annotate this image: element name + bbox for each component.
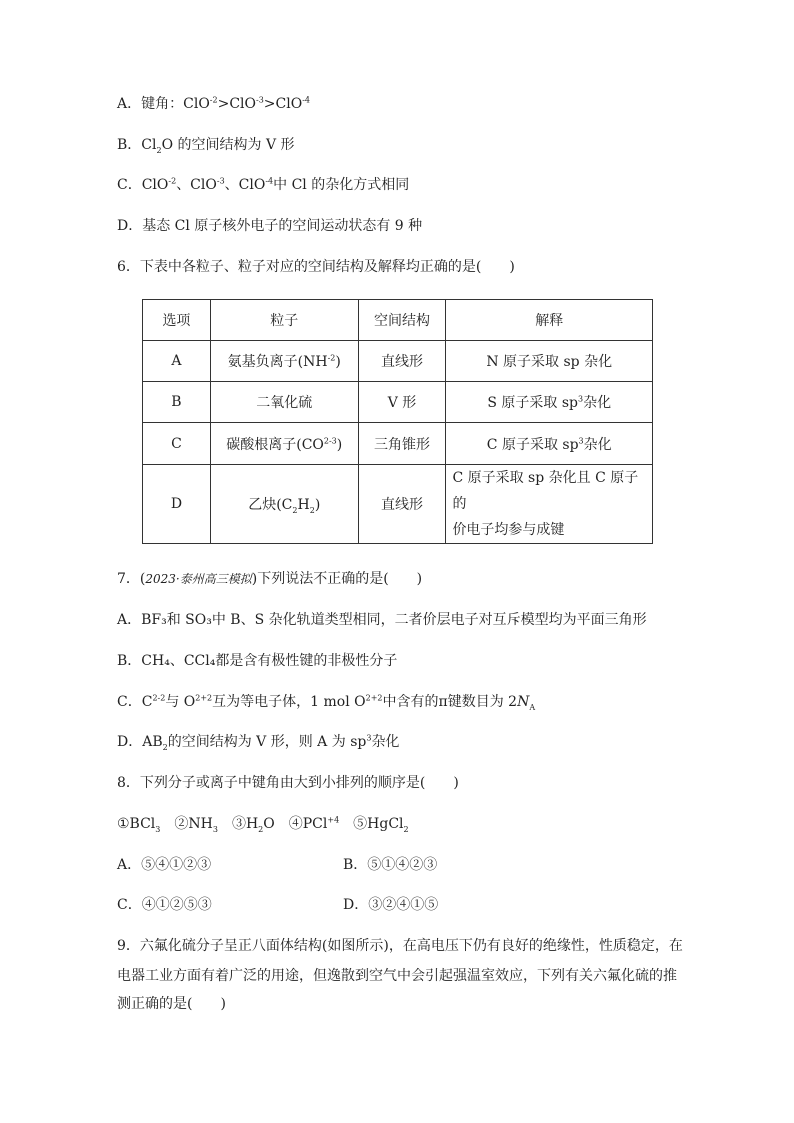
q5-a-charge3: -4 — [302, 95, 310, 105]
q6-row-c-exp-pre: C 原子采取 sp — [486, 436, 579, 453]
q8-list-mid2: ③H — [217, 816, 259, 832]
q6-row-a-particle — [210, 341, 358, 382]
q7-c-mid2: 互为等电子体，1 mol O — [212, 694, 366, 710]
q7-d-post: 杂化 — [371, 734, 400, 750]
q7-c-charge1: 2-2 — [152, 693, 166, 703]
q6-header-option: 选项 — [143, 300, 211, 341]
q7-stem-pre: 7．( — [117, 571, 146, 587]
q6-row-c-structure: 三角锥形 — [358, 423, 446, 465]
q6-row-d-particle — [210, 465, 358, 544]
q6-row-a-explanation: N 原子采取 sp 杂化 — [446, 341, 653, 382]
q8-stem: 8．下列分子或离子中键角由大到小排列的顺序是( ) — [117, 775, 459, 791]
q7-c-pre: C．C — [117, 694, 153, 710]
q6-row-d-structure: 直线形 — [358, 465, 446, 544]
q6-row-b-exp-sup: 3 — [577, 394, 584, 404]
q7-c-avogadro-sub: A — [529, 702, 536, 712]
q6-row-b-exp-post: 杂化 — [583, 395, 612, 411]
q6-row-c-particle-charge: 2-3 — [323, 435, 337, 445]
q7-stem — [117, 569, 422, 589]
q7-c-charge3: 2+2 — [365, 693, 383, 703]
q5-option-b — [117, 135, 295, 155]
q6-row-c-exp-sup: 3 — [578, 435, 584, 445]
q5-option-c — [117, 175, 409, 195]
q6-row-d-particle-sub2: 2 — [309, 505, 315, 515]
q5-b-pre: B．Cl — [117, 137, 157, 153]
q8-option-b: B．⑤①④②③ — [343, 857, 438, 873]
q6-row-d-particle-sub1: 2 — [292, 505, 298, 515]
q6-table — [142, 299, 653, 544]
q6-row-a-particle-post: ) — [335, 354, 341, 370]
q6-header-explanation: 解释 — [446, 300, 653, 341]
q7-d-sup: 3 — [366, 733, 372, 743]
q6-row-c-explanation — [446, 423, 653, 465]
q6-table-row-c — [143, 423, 653, 465]
q5-a-label: A．键角： — [117, 96, 184, 112]
q9-stem-line3: 测正确的是( ) — [117, 996, 226, 1012]
q8-list-mid3: O ④PCl — [263, 816, 328, 832]
q8-option-c: C．④①②⑤③ — [117, 897, 212, 913]
q6-row-a-particle-pre: 氨基负离子(NH — [227, 354, 328, 370]
q7-d-pre: D．AB — [117, 734, 163, 750]
q6-row-d-explanation — [446, 465, 653, 544]
q5-c-charge1: -2 — [168, 176, 177, 186]
q6-row-c-particle — [210, 423, 358, 465]
q6-header-structure: 空间结构 — [358, 300, 446, 341]
q7-option-c — [117, 692, 535, 712]
q6-table-header-row — [143, 300, 653, 341]
q6-row-a-option: A — [143, 341, 211, 382]
q6-table-row-a — [143, 341, 653, 382]
q5-b-post: O 的空间结构为 V 形 — [161, 137, 295, 153]
q5-c-mid2: 、ClO — [224, 177, 266, 193]
q8-list-sub1: 3 — [155, 824, 161, 834]
q5-c-charge2: -3 — [216, 176, 225, 186]
q6-row-d-particle-post: ) — [314, 497, 321, 513]
q6-row-c-particle-pre: 碳酸根离子(CO — [226, 436, 324, 453]
q9-stem-line2: 电器工业方面有着广泛的用途，但逸散到空气中会引起强温室效应，下列有关六氟化硫的推 — [117, 968, 677, 984]
q6-row-a-structure: 直线形 — [358, 341, 446, 382]
q6-row-b-option: B — [143, 382, 211, 423]
q7-c-avogadro: N — [517, 694, 530, 710]
q7-c-mid3: 中含有的π键数目为 2 — [382, 694, 518, 710]
q7-c-mid1: 与 O — [165, 694, 196, 710]
q7-stem-post: )下列说法不正确的是( ) — [251, 571, 423, 587]
q8-list-sup4: +4 — [327, 815, 340, 825]
q5-option-a — [117, 94, 310, 114]
q8-option-d: D．③②④①⑤ — [343, 897, 439, 913]
q6-row-d-option: D — [143, 465, 211, 544]
q5-option-d: D．基态 Cl 原子核外电子的空间运动状态有 9 种 — [117, 218, 423, 234]
q5-a-charge1: -2 — [209, 95, 218, 105]
q5-c-mid1: 、ClO — [176, 177, 217, 193]
q6-row-a-particle-charge: -2 — [327, 353, 336, 363]
q8-list-mid1: ②NH — [160, 816, 213, 832]
q5-a-species1: ClO — [183, 96, 210, 112]
q7-option-b: B．CH₄、CCl₄都是含有极性键的非极性分子 — [117, 653, 398, 669]
q6-row-c-exp-post: 杂化 — [583, 436, 612, 453]
q8-list-pre: ①BCl — [117, 816, 156, 832]
q6-row-d-particle-mid: H — [297, 497, 310, 513]
q8-option-a: A．⑤④①②③ — [117, 857, 212, 873]
q6-row-b-particle: 二氧化硫 — [210, 382, 358, 423]
q5-a-species2: >ClO — [217, 96, 256, 112]
q8-species-list — [117, 814, 409, 834]
q5-a-charge2: -3 — [256, 95, 264, 105]
q6-row-d-particle-pre: 乙炔(C — [248, 497, 293, 513]
q7-d-mid: 的空间结构为 V 形，则 A 为 sp — [167, 734, 367, 750]
q8-list-sub5: 2 — [403, 824, 409, 834]
q7-option-d — [117, 732, 399, 752]
q6-row-c-particle-post: ) — [336, 436, 343, 453]
q8-list-sub2: 3 — [212, 824, 218, 834]
q6-row-d-exp-line2: 价电子均参与成键 — [452, 522, 565, 538]
q6-header-particle: 粒子 — [210, 300, 358, 341]
q6-row-b-exp-pre: S 原子采取 sp — [487, 395, 578, 411]
q5-a-species3: >ClO — [263, 96, 303, 112]
q8-list-mid4: ⑤HgCl — [339, 816, 404, 832]
q5-b-sub: 2 — [156, 145, 162, 155]
q5-c-post: 中 Cl 的杂化方式相同 — [273, 177, 410, 193]
q7-d-sub: 2 — [162, 742, 168, 752]
q6-table-row-b — [143, 382, 653, 423]
q8-list-sub3: 2 — [258, 824, 264, 834]
q6-row-b-structure: V 形 — [358, 382, 446, 423]
q5-c-pre: C．ClO — [117, 177, 169, 193]
q6-stem: 6．下表中各粒子、粒子对应的空间结构及解释均正确的是( ) — [117, 259, 515, 275]
q6-row-c-option: C — [143, 423, 211, 465]
q6-table-row-d — [143, 465, 653, 544]
q7-option-a: A．BF₃和 SO₃中 B、S 杂化轨道类型相同，二者价层电子对互斥模型均为平面三角形 — [117, 612, 647, 628]
q9-stem-line1: 9．六氟化硫分子呈正八面体结构(如图所示)，在高电压下仍有良好的绝缘性，性质稳定，在 — [117, 938, 683, 954]
q7-source: 2023·泰州高三模拟 — [145, 572, 252, 586]
q6-row-d-exp-line1: C 原子采取 sp 杂化且 C 原子的 — [452, 470, 639, 512]
q7-c-charge2: 2+2 — [195, 693, 213, 703]
q6-row-b-explanation — [446, 382, 653, 423]
q5-c-charge3: -4 — [265, 176, 274, 186]
